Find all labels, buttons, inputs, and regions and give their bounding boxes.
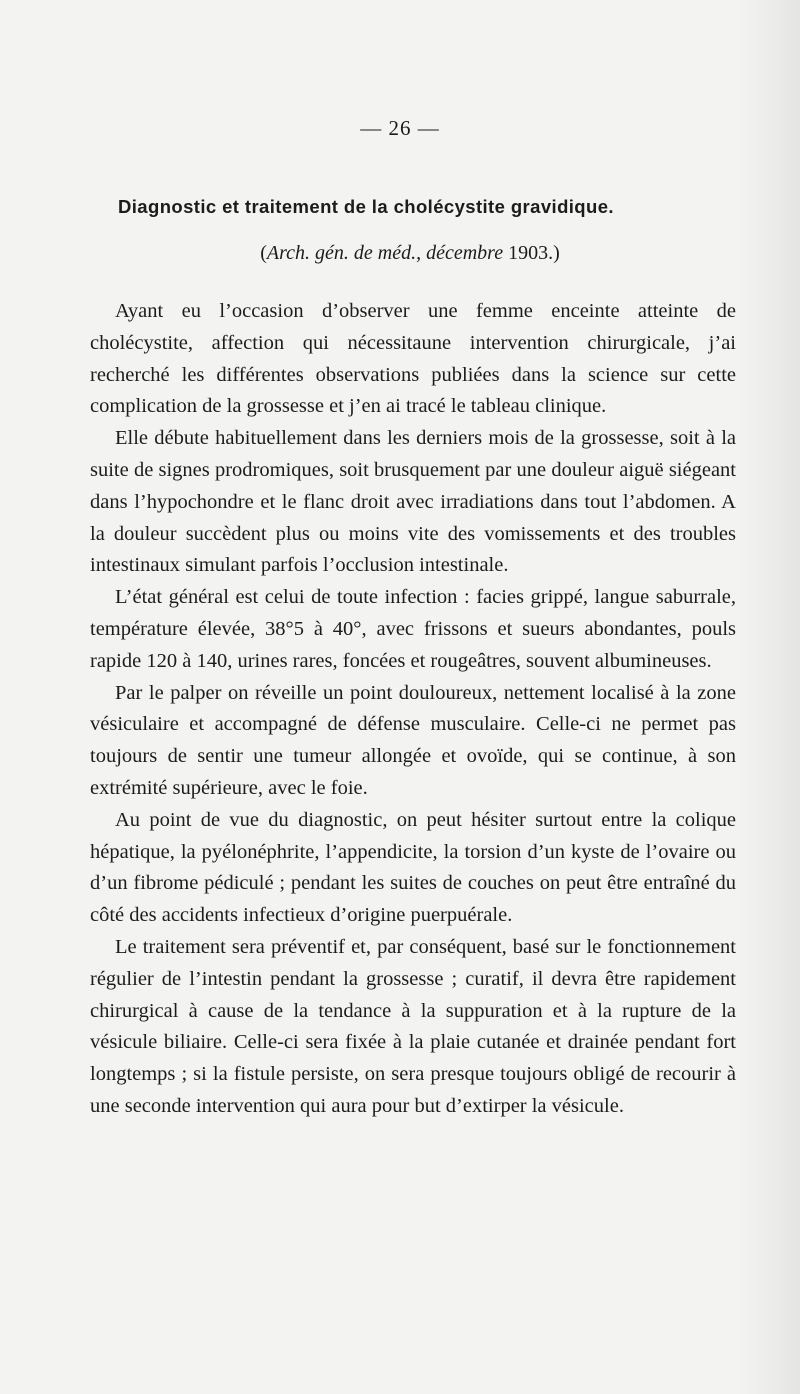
paragraph-4: Par le palper on réveille un point douloureux, nettement localisé à la zone vésiculaire et accompagné de défense musculaire. Celle-ci ne permet pas toujours de sentir une tumeur allongée et ovoïde, qui se continue, à son extrémité supérieure, avec le foie. [90,681,736,799]
paragraph-5: Au point de vue du diagnostic, on peut hésiter surtout entre la colique hépatique, la pyélonéphrite, l’appendicite, la torsion d’un kyste de l’ovaire ou d’un fibrome pédiculé ; pendant les suites de couches on peut être entraîné du côté des accidents infectieux d’origine puerpuérale. [90,808,736,927]
paragraph-1: Ayant eu l’occasion d’observer une femme enceinte atteinte de cholécystite, affection qui nécessitaune intervention chirurgicale, j’ai recherché les différentes observations publiées dans la science sur cette complication de la grossesse et j’en ai tracé le tableau clinique. [90,300,736,418]
page-shadow [740,0,800,1394]
paragraph-3: L’état général est celui de toute infection : facies grippé, langue saburrale, température élevée, 38°5 à 40°, avec frissons et sueurs abondantes, pouls rapide 120 à 140, urines rares, foncées et rougeâtres, souvent albumineuses. [90,586,736,672]
article-body [90,296,736,1123]
citation [0,242,800,265]
paragraph-2: Elle débute habituellement dans les derniers mois de la grossesse, soit à la suite de signes prodromiques, soit brusquement par une douleur aiguë siégeant dans l’hypochondre et le flanc droit avec irradiations dans tout l’abdomen. A la douleur succèdent plus ou moins vite des vomissements et des troubles intestinaux simulant parfois l’occlusion intestinale. [90,427,736,577]
page-number: — 26 — [360,116,440,140]
citation-open-paren: ( [260,242,267,264]
citation-source: Arch. gén. de méd., décembre [266,242,504,264]
paragraph-6: Le traitement sera préventif et, par conséquent, basé sur le fonctionnement régulier de l’intestin pendant la grossesse ; curatif, il devra être rapidement chirurgical à cause de la tendance à la suppuration et à la rupture de la vésicule biliaire. Celle-ci sera fixée à la plaie cutanée et drainée pendant fort longtemps ; si la fistule persiste, on sera presque toujours obligé de recourir à une seconde intervention qui aura pour but d’extirper la vésicule. [90,935,736,1117]
citation-year: 1903.) [503,242,560,264]
article-title: Diagnostic et traitement de la cholécystite gravidique. [118,196,614,217]
